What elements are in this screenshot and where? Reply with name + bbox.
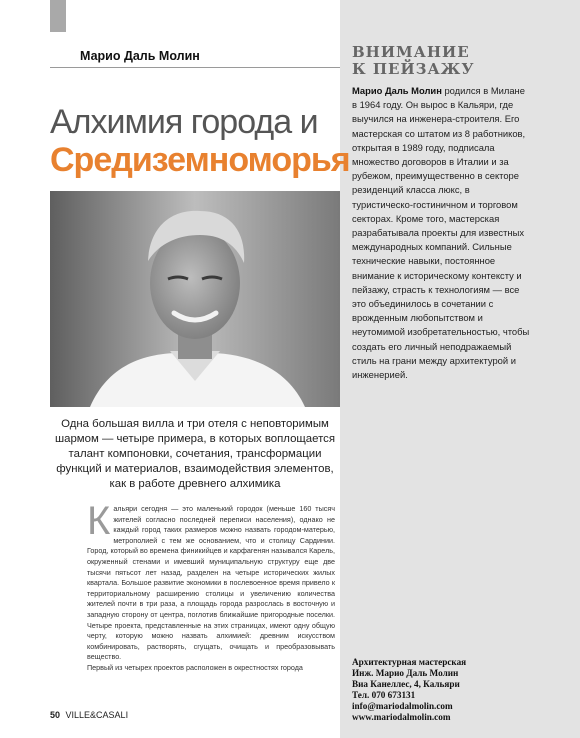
title-line-1: Алхимия города и <box>50 103 318 141</box>
drop-cap: К <box>87 499 111 543</box>
studio-name: Архитектурная мастерская <box>352 657 467 667</box>
studio-address: Виа Канеллес, 4, Кальяри <box>352 679 460 689</box>
portrait-illustration <box>50 191 340 407</box>
contact-person: Инж. Марио Даль Молин <box>352 668 459 678</box>
page-footer <box>50 710 128 720</box>
website-link[interactable]: www.mariodalmolin.com <box>352 712 451 722</box>
studio-phone: Тел. 070 673131 <box>352 690 416 700</box>
bio-text: родился в Милане в 1964 году. Он вырос в Кальяри, где выучился на инженера-строителя. Его мастерская со штатом из 8 работников, открытая в 1989 году, подписала множество договоров в Италии и за рубежом, преимущественно в секторе резиденций класса люкс, в туристическо-гостиничном и торговом секторах. Кроме того, мастерская разрабатывала проекты для известных международных компаний. Сильные технические навыки, постоянное внимание к историческому контексту и пейзажу, страсть к технологиям — все это объединилось в сочетании с врожденным любопытством и неутомимой изобретательностью, чтобы создать его личный неподражаемый стиль на грани между архитектурой и инженерией. <box>352 85 530 381</box>
corner-tab <box>50 0 66 32</box>
author-bio <box>352 84 530 382</box>
portrait-photo <box>50 191 340 407</box>
sidebar-heading-line-1: ВНИМАНИЕ <box>352 43 470 61</box>
email-link[interactable]: info@mariodalmolin.com <box>352 701 453 711</box>
body-paragraph-1-text: альяри сегодня — это маленький городок (меньше 160 тысяч жителей согласно последней переписи населения), однако не каждый город таких размеров можно назвать городом-матерью, метрополией с тем же основанием, что и столицу Сардинии. Город, который во времена финикийцев и карфагенян назывался Карель, окруженный стенами и имевший муниципальную структуру еще две тысячи пятьсот лет назад, разделен на четыре исторических жилых квартала. Большое развитие экономики в послевоенное время привело к территориальному расширению столицы и увеличению количества жителей почти в три раза, а площадь города разрослась в восточную и западную сторону от центра, поглотив ближайшие пригородные поселки. Четыре проекта, представленные на этих страницах, имеют одну общую черту, которую можно назвать алхимией: древним искусством комбинировать, растворять, сгущать, очищать и преобразовывать вещество. <box>87 504 335 662</box>
lead-paragraph: Одна большая вилла и три отеля с неповторимым шармом — четыре примера, в которых воплощается талант компоновки, сочетания, трансформации функций и материалов, взаимодействия элементов, как в работе древнего алхимика <box>54 418 336 490</box>
bio-name: Марио Даль Молин <box>352 85 442 96</box>
contact-block <box>352 657 572 723</box>
body-paragraph-1 <box>87 499 335 663</box>
title-line-2: Средиземноморья <box>50 141 350 179</box>
author-name: Марио Даль Молин <box>80 49 200 63</box>
magazine-name: VILLE&CASALI <box>65 710 129 720</box>
body-paragraph-2: Первый из четырех проектов расположен в окрестностях города <box>87 662 303 672</box>
page-number: 50 <box>50 710 61 720</box>
sidebar-heading <box>352 44 512 78</box>
article-body <box>87 499 335 674</box>
sidebar-heading-line-2: К ПЕЙЗАЖУ <box>352 60 475 78</box>
header-divider <box>50 67 340 68</box>
